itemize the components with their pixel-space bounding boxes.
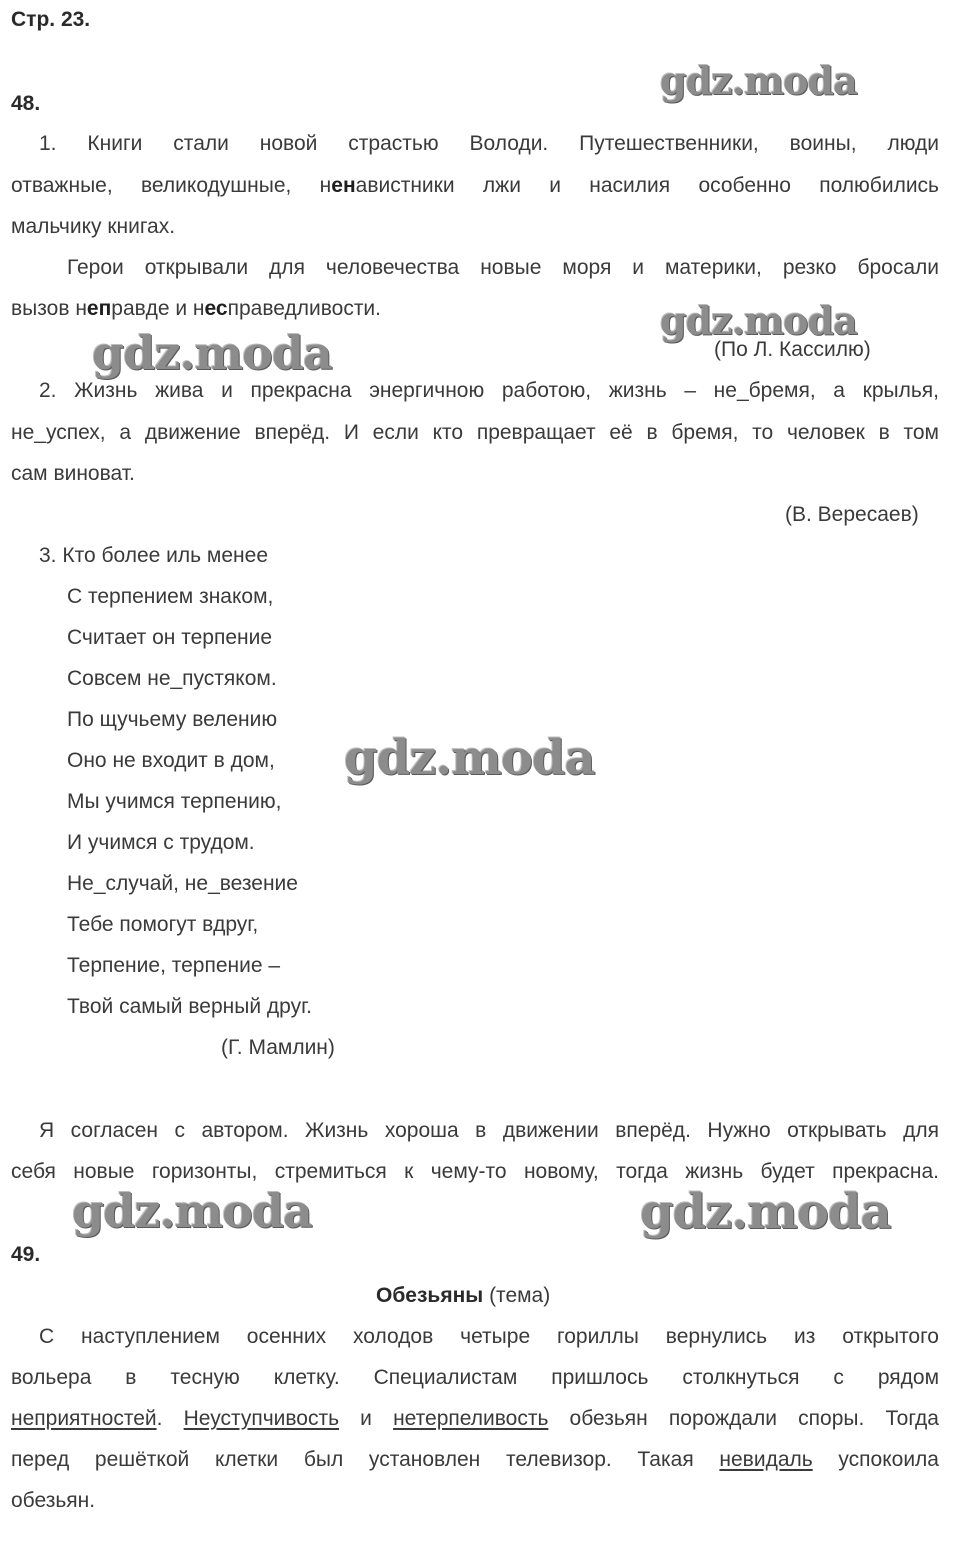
- exercise-number: 48.: [11, 92, 41, 115]
- poem-line: По щучьему велению: [67, 708, 278, 731]
- paragraph-line: вызов неправде и несправедливости.: [11, 297, 381, 320]
- watermark: gdz.moda: [640, 1184, 891, 1240]
- paragraph-line: отважные, великодушные, ненавистники лжи и насилия особенно полюбились: [11, 174, 939, 197]
- poem-line: Терпение, терпение –: [67, 954, 281, 977]
- source-attribution: (По Л. Кассилю): [714, 338, 871, 361]
- source-attribution: (Г. Мамлин): [221, 1036, 335, 1059]
- paragraph-line: вольера в тесную клетку. Специалистам пришлось столкнуться с рядом: [11, 1366, 939, 1389]
- source-attribution: (В. Вересаев): [785, 503, 919, 526]
- paragraph-line: сам виноват.: [11, 462, 135, 485]
- poem-line: Считает он терпение: [67, 626, 273, 649]
- paragraph-line: мальчику книгах.: [11, 215, 176, 238]
- paragraph-line: 2. Жизнь жива и прекрасна энергичною работою, жизнь – не_бремя, а крылья,: [39, 379, 939, 402]
- poem-line: Мы учимся терпению,: [67, 790, 282, 813]
- paragraph-line: С наступлением осенних холодов четыре гориллы вернулись из открытого: [39, 1325, 939, 1348]
- poem-line: Оно не входит в дом,: [67, 749, 275, 772]
- watermark: gdz.moda: [92, 326, 332, 380]
- watermark: gdz.moda: [660, 298, 857, 343]
- poem-line: И учимся с трудом.: [67, 831, 255, 854]
- watermark: gdz.moda: [72, 1184, 312, 1238]
- paragraph-line: неприятностей. Неуступчивость и нетерпеливость обезьян порождали споры. Тогда: [11, 1407, 939, 1430]
- paragraph-line: не_успех, а движение вперёд. И если кто превращает её в бремя, то человек в том: [11, 421, 939, 444]
- paragraph-line: Я согласен с автором. Жизнь хороша в движении вперёд. Нужно открывать для: [39, 1119, 939, 1142]
- poem-line: С терпением знаком,: [67, 585, 274, 608]
- paragraph-line: 1. Книги стали новой страстью Володи. Путешественники, воины, люди: [39, 132, 939, 155]
- paragraph-line: перед решёткой клетки был установлен телевизор. Такая невидаль успокоила: [11, 1448, 939, 1471]
- paragraph-line: обезьян.: [11, 1489, 96, 1512]
- watermark: gdz.moda: [344, 730, 595, 786]
- text-title: Обезьяны (тема): [376, 1284, 551, 1307]
- poem-line: Не_случай, не_везение: [67, 872, 298, 895]
- poem-line: Совсем не_пустяком.: [67, 667, 277, 690]
- paragraph-line: Герои открывали для человечества новые моря и материки, резко бросали: [67, 256, 939, 279]
- page-label: Стр. 23.: [11, 8, 91, 31]
- poem-line: 3. Кто более иль менее: [39, 544, 269, 567]
- paragraph-line: себя новые горизонты, стремиться к чему-то новому, тогда жизнь будет прекрасна.: [11, 1160, 939, 1183]
- watermark: gdz.moda: [660, 58, 857, 103]
- poem-line: Твой самый верный друг.: [67, 995, 313, 1018]
- poem-line: Тебе помогут вдруг,: [67, 913, 259, 936]
- exercise-number: 49.: [11, 1243, 41, 1266]
